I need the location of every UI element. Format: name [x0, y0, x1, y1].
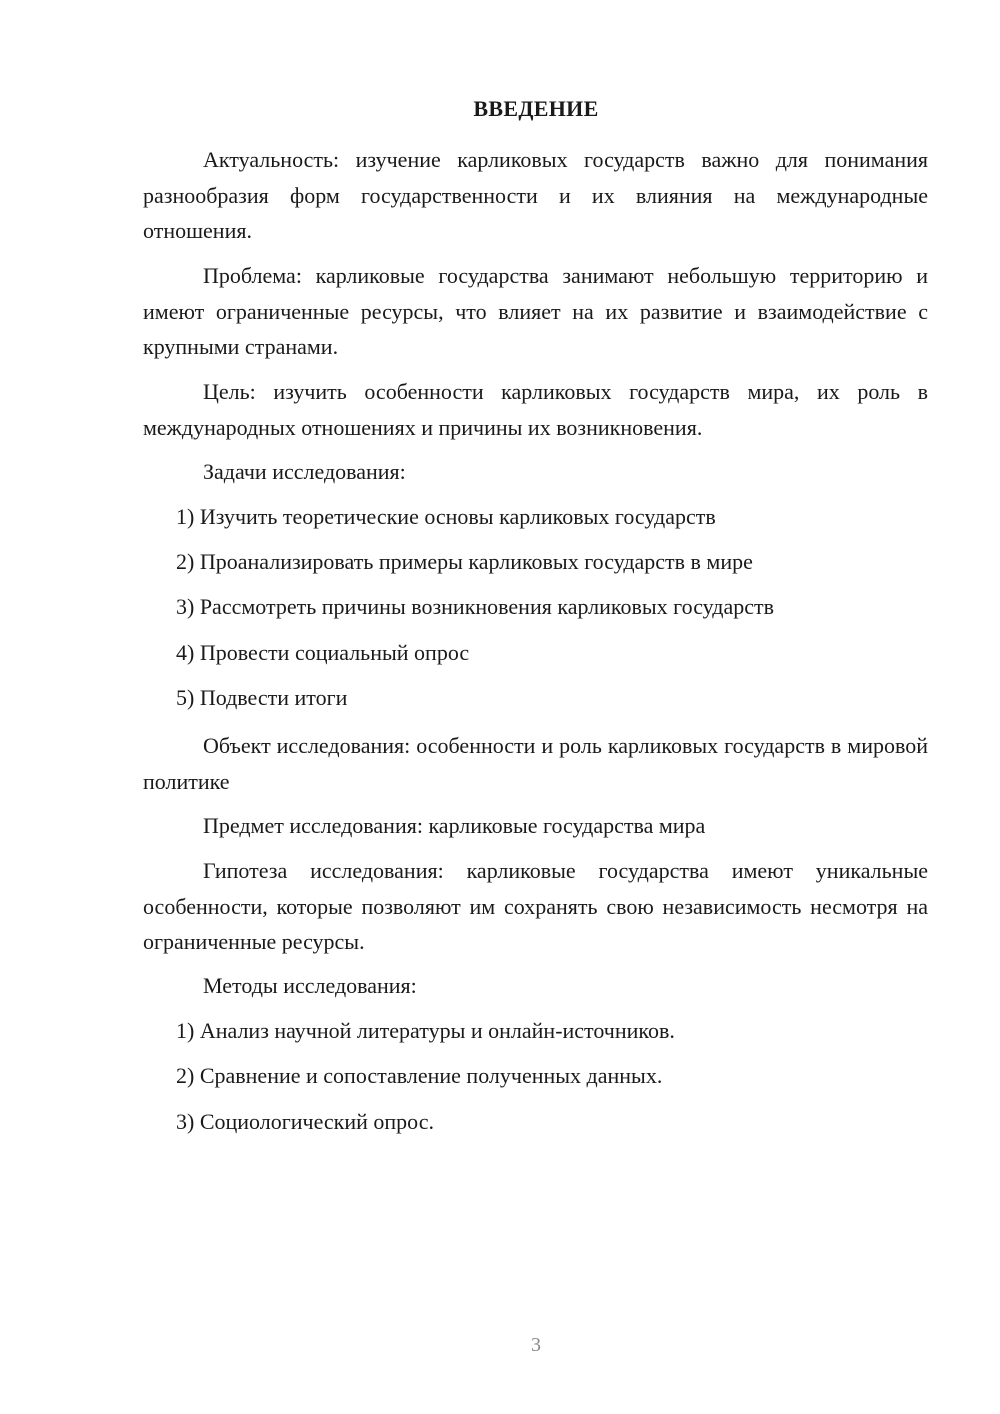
object-paragraph: Объект исследования: особенности и роль карликовых государств в мировой политике — [143, 733, 928, 794]
method-item: 1) Анализ научной литературы и онлайн-источников. — [176, 1018, 675, 1043]
subject-line: Предмет исследования: карликовые государства мира — [203, 813, 706, 838]
relevance-paragraph: Актуальность: изучение карликовых государств важно для понимания разнообразия форм государственности и их влияния на международные отношения. — [143, 147, 928, 243]
problem-paragraph: Проблема: карликовые государства занимают небольшую территорию и имеют ограниченные ресурсы, что влияет на их развитие и взаимодействие с крупными странами. — [143, 263, 928, 359]
goal-paragraph: Цель: изучить особенности карликовых государств мира, их роль в международных отношениях и причины их возникновения. — [143, 379, 928, 440]
task-item: 2) Проанализировать примеры карликовых государств в мире — [176, 549, 753, 574]
tasks-heading: Задачи исследования: — [203, 459, 406, 484]
method-item: 3) Социологический опрос. — [176, 1109, 434, 1134]
task-item: 3) Рассмотреть причины возникновения карликовых государств — [176, 594, 775, 619]
task-item: 1) Изучить теоретические основы карликовых государств — [176, 504, 716, 529]
page-number: 3 — [531, 1334, 541, 1356]
hypothesis-paragraph: Гипотеза исследования: карликовые государства имеют уникальные особенности, которые позволяют им сохранять свою независимость несмотря на ограниченные ресурсы. — [143, 858, 928, 954]
task-item: 5) Подвести итоги — [176, 685, 348, 710]
page-title: ВВЕДЕНИЕ — [473, 96, 599, 121]
method-item: 2) Сравнение и сопоставление полученных данных. — [176, 1063, 663, 1088]
methods-heading: Методы исследования: — [203, 973, 417, 998]
task-item: 4) Провести социальный опрос — [176, 640, 470, 665]
